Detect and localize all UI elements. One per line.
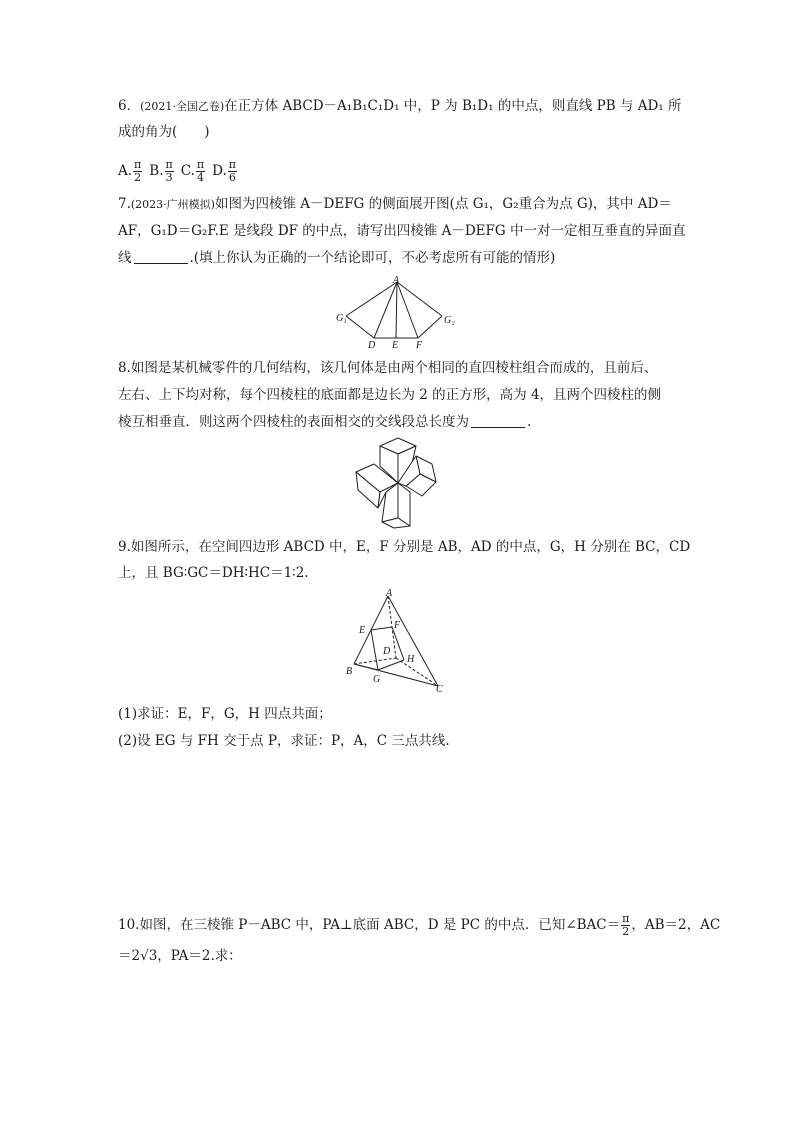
q9-text-1: 9.如图所示，在空间四边形 ABCD 中，E，F 分别是 AB，AD 的中点，G，H 分别在 BC，CD <box>118 539 691 555</box>
q9-label-g: G <box>373 674 381 685</box>
q9-label-a: A <box>386 588 393 599</box>
q7-figure <box>336 276 466 350</box>
q6-text-2: 成的角为( ) <box>118 124 210 140</box>
q6-text-1: 在正方体 ABCD－A₁B₁C₁D₁ 中，P 为 B₁D₁ 的中点，则直线 PB 与 AD₁ 所 <box>224 98 682 114</box>
q7-line-1 <box>118 194 678 215</box>
q7-line-2 <box>118 221 686 241</box>
q9-label-c: C <box>436 684 443 695</box>
q7-text-2: AF，G₁D＝G₂F.E 是线段 DF 的中点，请写出四棱锥 A－DEFG 中一对一定相互垂直的异面直 <box>118 223 686 239</box>
q8-text-2: 左右、上下均对称，每个四棱柱的底面都是边长为 2 的正方形，高为 4，且两个四棱柱的侧 <box>118 387 662 403</box>
q6-number: 6． <box>118 98 141 114</box>
q8-text-1: 8.如图是某机械零件的几何结构，该几何体是由两个相同的直四棱柱组合而成的，且前后、 <box>118 360 658 376</box>
q8-answer-blank[interactable] <box>471 413 525 428</box>
q9-label-f: F <box>394 620 401 631</box>
q6-option-d[interactable]: D. $\frac{\pi}{6}$ <box>212 157 236 184</box>
q10-fraction: $\frac{\pi}{2}$ <box>622 911 630 938</box>
q7-label-g2: G₂ <box>444 315 455 326</box>
q10-line-2 <box>118 946 678 966</box>
q8-text-3a: 棱互相垂直．则这两个四棱柱的表面相交的交线段总长度为 <box>118 414 469 430</box>
q10-text-2: ＝2√3，PA＝2.求： <box>118 948 242 964</box>
q7-text-1: 如图为四棱锥 A－DEFG 的侧面展开图(点 G₁，G₂重合为点 G)，其中 AD＝ <box>214 196 672 212</box>
q7-label-f: F <box>416 340 423 350</box>
q6-line-2 <box>118 122 678 142</box>
q8-figure <box>350 436 442 530</box>
q7-line-3 <box>118 248 678 268</box>
q6-line-1 <box>118 96 682 117</box>
q9-figure <box>340 586 456 696</box>
q8-text-3b: . <box>527 414 532 430</box>
q9-text-2: 上，且 BG∶GC＝DH∶HC＝1∶2. <box>118 565 309 581</box>
q7-label-d: D <box>368 340 376 350</box>
q6-option-a[interactable]: A. $\frac{\pi}{2}$ <box>118 157 142 184</box>
q7-label-g1: G₁ <box>336 313 347 324</box>
q8-line-2 <box>118 385 678 405</box>
q7-number: 7. <box>118 196 131 212</box>
q10-text-1a: 10.如图，在三棱锥 P－ABC 中，PA⊥底面 ABC，D 是 PC 的中点．已知∠BAC＝ <box>118 917 621 933</box>
q7-label-a: A <box>393 276 400 286</box>
q7-label-e: E <box>392 340 399 350</box>
q6-option-b[interactable]: B. $\frac{\pi}{3}$ <box>149 157 173 184</box>
q6-source: (2021·全国乙卷) <box>140 100 225 113</box>
q10-text-1b: ，AB＝2，AC <box>631 917 721 933</box>
q9-line-1 <box>118 537 691 557</box>
q9-part-2: (2)设 EG 与 FH 交于点 P，求证：P，A，C 三点共线. <box>118 733 450 749</box>
q7-text-3a: 线 <box>118 250 132 266</box>
q7-answer-blank[interactable] <box>134 249 188 264</box>
q9-part-1: (1)求证：E，F，G，H 四点共面； <box>118 706 332 722</box>
q9-label-b: B <box>346 666 353 677</box>
q8-line-1 <box>118 358 678 378</box>
q8-line-3 <box>118 412 678 432</box>
q7-source: (2023·广州模拟) <box>130 198 215 211</box>
q9-label-e: E <box>359 625 366 636</box>
q6-option-c[interactable]: C. $\frac{\pi}{4}$ <box>180 157 205 184</box>
q10-line-1 <box>118 908 721 942</box>
q6-options <box>118 153 678 189</box>
q9-line-2 <box>118 563 678 583</box>
q7-text-3b: .(填上你认为正确的一个结论即可，不必考虑所有可能的情形) <box>189 250 556 266</box>
q9-label-h: H <box>407 654 415 665</box>
q9-label-d: D <box>383 646 391 657</box>
